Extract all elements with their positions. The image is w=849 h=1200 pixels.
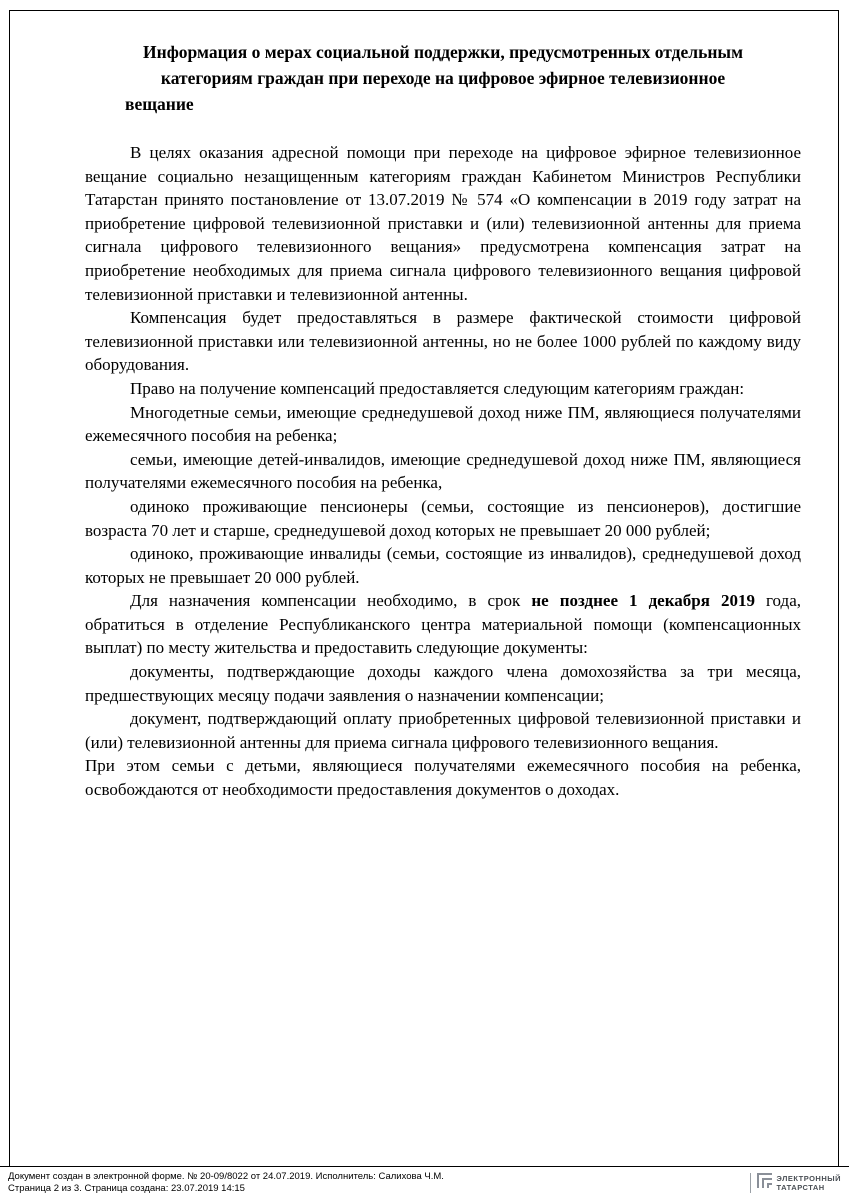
paragraph-payment-document: документ, подтверждающий оплату приобретенных цифровой телевизионной приставки и (или) телевизионной антенны для приема сигнала цифрового телевизионного вещания.	[85, 709, 801, 752]
page-border	[9, 10, 839, 1167]
footer	[8, 1171, 841, 1195]
deadline-text-post: года, обратиться в отделение Республиканского центра материальной помощи (компенсационных выплат) по месту жительства и предоставить следующие документы:	[85, 591, 801, 658]
paragraph-category-pensioners: одиноко проживающие пенсионеры (семьи, состоящие из пенсионеров), достигшие возраста 70 лет и старше, среднедушевой доход которых не превышает 20 000 рублей;	[85, 496, 801, 540]
paragraph-eligibility-intro: Право на получение компенсаций предоставляется следующим категориям граждан:	[130, 378, 745, 398]
footer-info	[8, 1171, 444, 1195]
deadline-text-pre: Для назначения компенсации необходимо, в срок	[130, 591, 532, 611]
footer-divider	[0, 1166, 849, 1167]
logo-line-2: ТАТАРСТАН	[776, 1183, 825, 1192]
paragraph-families-exemption: При этом семьи с детьми, являющиеся получателями ежемесячного пособия на ребенка, освобождаются от необходимости предоставления документов о доходах.	[85, 756, 801, 800]
title-line-2: категориям граждан при переходе на цифровое эфирное телевизионное	[160, 68, 726, 88]
electronic-tatarstan-icon	[757, 1173, 773, 1193]
paragraph-compensation-amount: Компенсация будет предоставляться в размере фактической стоимости цифровой телевизионной приставки или телевизионной антенны, но не более 1000 рублей по каждому виду оборудования.	[85, 308, 801, 375]
logo-line-1: ЭЛЕКТРОННЫЙ	[776, 1174, 841, 1183]
title-line-3: вещание	[125, 94, 194, 114]
paragraph-income-documents: документы, подтверждающие доходы каждого члена домохозяйства за три месяца, предшествующих месяцу подачи заявления о назначении компенсации;	[85, 662, 801, 705]
footer-document-info: Документ создан в электронной форме. № 20-09/8022 от 24.07.2019. Исполнитель: Салихова Ч.М.	[8, 1171, 444, 1182]
title-line-1: Информация о мерах социальной поддержки, предусмотренных отдельным	[143, 42, 743, 62]
logo-text	[777, 1174, 841, 1192]
paragraph-category-large-families: Многодетные семьи, имеющие среднедушевой доход ниже ПМ, являющиеся получателями ежемесячного пособия на ребенка;	[85, 402, 801, 446]
paragraph-category-disabled-children: семьи, имеющие детей-инвалидов, имеющие среднедушевой доход ниже ПМ, являющиеся получателями ежемесячного пособия на ребенка,	[85, 449, 801, 493]
footer-page-info: Страница 2 из 3. Страница создана: 23.07.2019 14:15	[8, 1183, 245, 1194]
paragraph-deadline	[85, 589, 801, 660]
document-title	[85, 39, 801, 117]
paragraph-intro: В целях оказания адресной помощи при переходе на цифровое эфирное телевизионное вещание социально незащищенным категориям граждан Кабинетом Министров Республики Татарстан принято постановление от 13.07.2019 № 574 «О компенсации в 2019 году затрат на приобретение цифровой телевизионной приставки и (или) телевизионной антенны для приема сигнала цифрового телевизионного вещания» предусмотрена компенсация затрат на приобретение необходимых для приема сигнала цифрового телевизионного вещания цифровой телевизионной приставки и телевизионной антенны.	[85, 143, 801, 304]
document-body	[85, 141, 801, 802]
deadline-date-bold: не позднее 1 декабря 2019	[531, 591, 755, 611]
paragraph-category-disabled: одиноко, проживающие инвалиды (семьи, состоящие из инвалидов), среднедушевой доход которых не превышает 20 000 рублей.	[85, 544, 801, 587]
electronic-tatarstan-logo	[750, 1173, 841, 1193]
